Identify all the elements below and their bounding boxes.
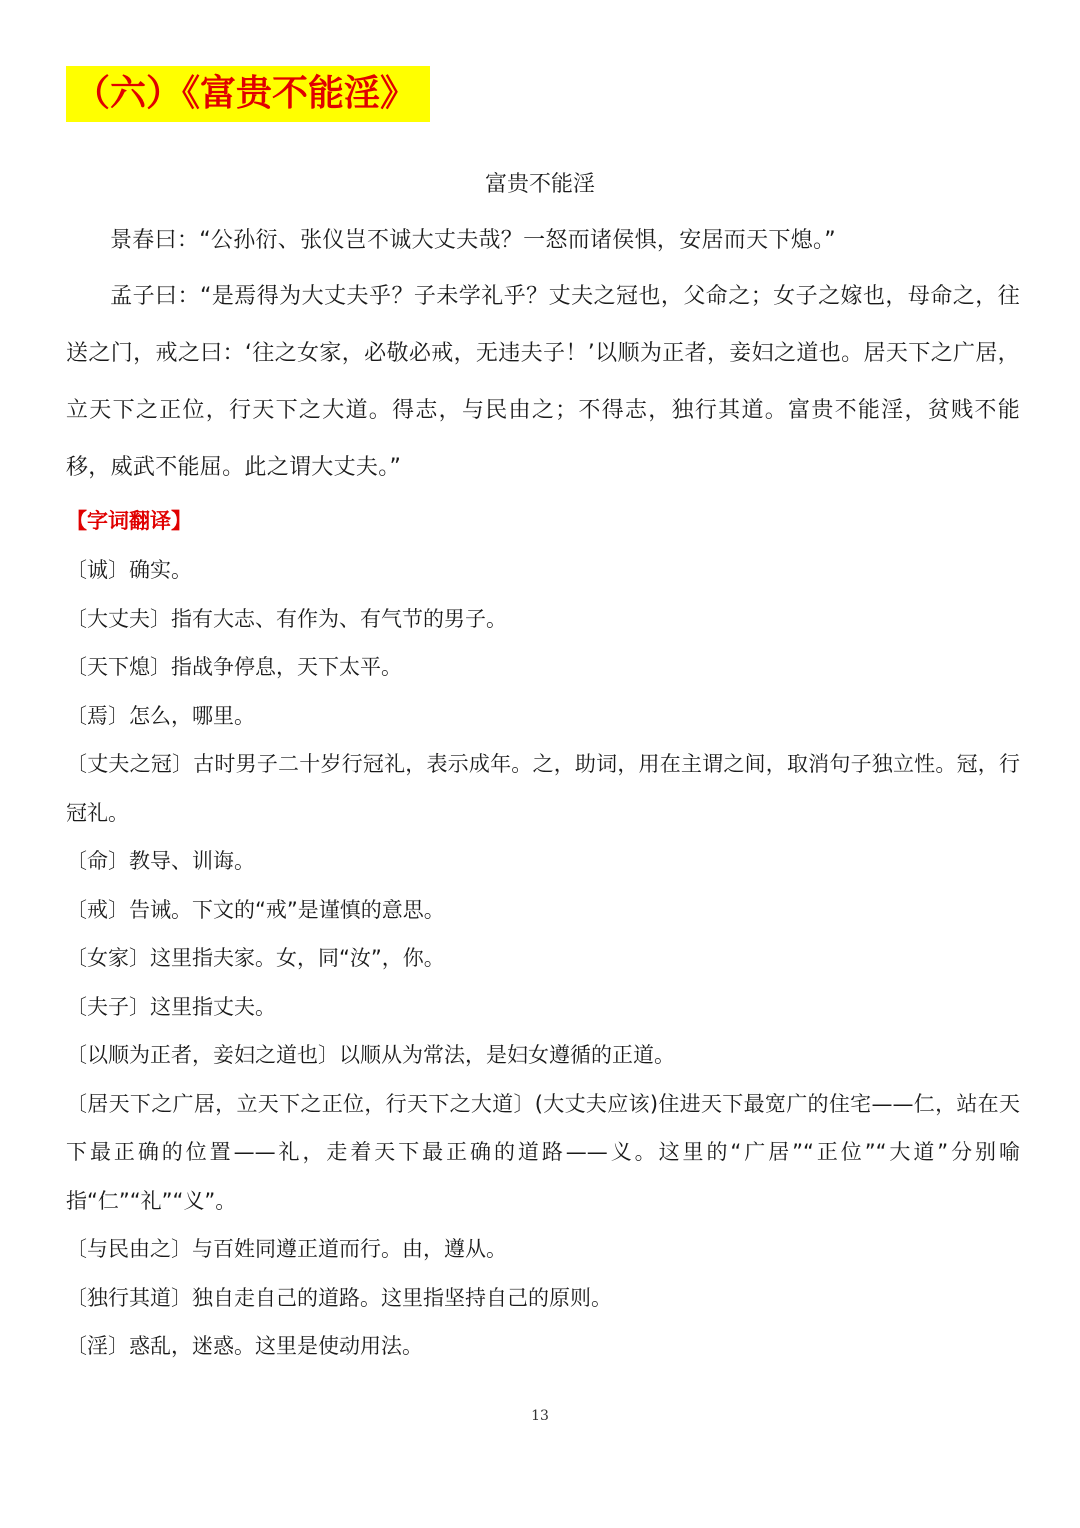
vocab-item: 〔独行其道〕独自走自己的道路。这里指坚持自己的原则。: [66, 1285, 612, 1310]
vocab-item: 〔命〕教导、训诲。: [66, 849, 255, 873]
vocab-item: 〔大丈夫〕指有大志、有作为、有气节的男子。: [66, 606, 507, 631]
vocab-item: 〔诚〕确实。: [66, 558, 192, 582]
page-number: 13: [531, 1408, 549, 1424]
vocab-item: 〔以顺为正者，妾妇之道也〕以顺从为常法，是妇女遵循的正道。: [66, 1043, 675, 1067]
vocab-item: 〔夫子〕这里指丈夫。: [66, 994, 276, 1019]
vocab-item: 〔戒〕告诫。下文的“戒”是谨慎的意思。: [66, 897, 445, 922]
document-title: 富贵不能淫: [484, 172, 595, 197]
vocab-item: 〔女家〕这里指夫家。女，同“汝”，你。: [66, 946, 445, 970]
vocab-item: 〔淫〕惑乱，迷惑。这里是使动用法。: [66, 1334, 423, 1358]
vocab-item: 〔与民由之〕与百姓同遵正道而行。由，遵从。: [66, 1237, 507, 1261]
vocab-item: 〔丈夫之冠〕古时男子二十岁行冠礼，表示成年。之，助词，用在主谓之间，取消句子独立性。冠，行冠礼。: [66, 752, 1020, 825]
classical-paragraph-1: [66, 212, 1020, 269]
vocab-item: 〔焉〕怎么，哪里。: [66, 703, 255, 728]
classical-paragraph-2: [66, 268, 1020, 496]
paragraph-text: 孟子曰：“是焉得为大丈夫乎？子未学礼乎？丈夫之冠也，父命之；女子之嫁也，母命之，往送之门，戒之曰：‘往之女家，必敬必戒，无违夫子！’以顺为正者，妾妇之道也。居天下之广居，立天下之正位，行天下之大道。得志，与民由之；不得志，独行其道。富贵不能淫，贫贱不能移，威武不能屈。此之谓大丈夫。”: [66, 284, 1020, 480]
vocab-heading: 【字词翻译】: [66, 509, 192, 533]
section-title: （六）《富贵不能淫》: [66, 66, 430, 122]
vocab-list: [66, 546, 1020, 1371]
vocab-item: 〔天下熄〕指战争停息，天下太平。: [66, 655, 402, 679]
vocab-item: 〔居天下之广居，立天下之正位，行天下之大道〕(大丈夫应该)住进天下最宽广的住宅——仁，站在天下最正确的位置——礼，走着天下最正确的道路——义。这里的“广居”“正位”“大道”分别喻指“仁”“礼”“义”。: [66, 1091, 1020, 1213]
paragraph-text: 景春曰：“公孙衍、张仪岂不诚大丈夫哉？一怒而诸侯惧，安居而天下熄。”: [110, 228, 836, 253]
